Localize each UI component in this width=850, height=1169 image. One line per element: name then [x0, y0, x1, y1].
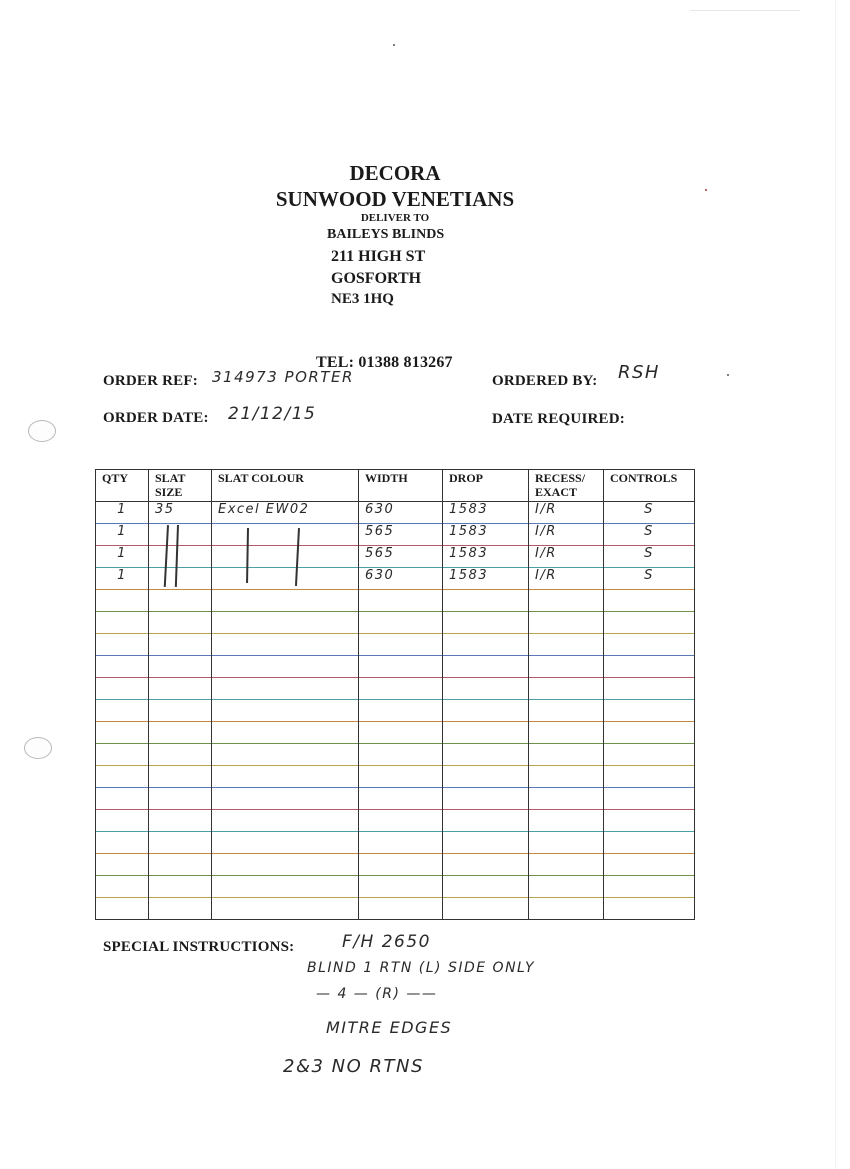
table-cell: [212, 832, 359, 854]
table-cell: [96, 634, 149, 656]
table-cell: [443, 810, 529, 832]
table-cell: 1583: [443, 524, 529, 546]
column-header: SLAT COLOUR: [212, 470, 359, 502]
table-cell: [604, 832, 695, 854]
ordered-by-label: ORDERED BY:: [492, 373, 598, 389]
special-instruction-line: 2&3 NO RTNS: [283, 1056, 424, 1077]
table-cell: [604, 744, 695, 766]
table-cell: [149, 722, 212, 744]
table-cell: [212, 744, 359, 766]
table-cell: [149, 700, 212, 722]
table-cell: 1583: [443, 546, 529, 568]
table-cell: [149, 634, 212, 656]
table-cell: [96, 700, 149, 722]
ordered-by-value: RSH: [618, 362, 660, 383]
table-cell: I/R: [529, 546, 604, 568]
table-cell: 565: [359, 546, 443, 568]
table-cell: [149, 568, 212, 590]
table-row: [96, 502, 695, 524]
column-header: QTY: [96, 470, 149, 502]
table-cell: [529, 876, 604, 898]
table-cell: [529, 700, 604, 722]
table-cell: I/R: [529, 502, 604, 524]
table-cell: [96, 744, 149, 766]
table-cell: [359, 898, 443, 920]
table-cell: [529, 656, 604, 678]
table-cell: [359, 656, 443, 678]
table-row: [96, 524, 695, 546]
table-cell: [96, 898, 149, 920]
table-cell: [149, 876, 212, 898]
address-line: BAILEYS BLINDS: [327, 227, 445, 242]
table-row: [96, 832, 695, 854]
table-cell: [443, 854, 529, 876]
table-cell: [604, 634, 695, 656]
table-cell: [212, 722, 359, 744]
table-row: [96, 722, 695, 744]
table-cell: 565: [359, 524, 443, 546]
order-date-label: ORDER DATE:: [103, 410, 209, 426]
punch-hole: [28, 420, 56, 442]
table-cell: [96, 854, 149, 876]
table-cell: [359, 810, 443, 832]
table-cell: [443, 788, 529, 810]
table-cell: [212, 898, 359, 920]
column-header: WIDTH: [359, 470, 443, 502]
table-cell: [359, 590, 443, 612]
table-cell: [149, 766, 212, 788]
table-cell: [96, 876, 149, 898]
table-cell: S: [604, 524, 695, 546]
table-row: [96, 744, 695, 766]
table-cell: [359, 722, 443, 744]
table-row: [96, 612, 695, 634]
address-line: NE3 1HQ: [331, 291, 394, 307]
table-cell: [529, 898, 604, 920]
order-ref-label: ORDER REF:: [103, 373, 198, 389]
table-row: [96, 810, 695, 832]
address-line: GOSFORTH: [331, 270, 422, 287]
table-cell: [96, 590, 149, 612]
table-cell: [212, 568, 359, 590]
table-cell: [212, 546, 359, 568]
table-cell: [443, 898, 529, 920]
table-cell: [443, 590, 529, 612]
table-cell: Excel EW02: [212, 502, 359, 524]
table-cell: [96, 678, 149, 700]
table-cell: [96, 766, 149, 788]
table-cell: [443, 744, 529, 766]
order-date-value: 21/12/15: [228, 404, 317, 424]
table-cell: [529, 744, 604, 766]
table-cell: [529, 678, 604, 700]
company-name: DECORA: [349, 161, 441, 185]
table-cell: [604, 700, 695, 722]
table-cell: [529, 766, 604, 788]
table-cell: [443, 766, 529, 788]
table-cell: [359, 612, 443, 634]
table-cell: [604, 810, 695, 832]
table-cell: S: [604, 546, 695, 568]
table-cell: [96, 722, 149, 744]
special-instruction-line: MITRE EDGES: [326, 1018, 453, 1037]
table-row: [96, 590, 695, 612]
table-cell: [96, 788, 149, 810]
special-instruction-line: F/H 2650: [342, 932, 431, 952]
table-cell: [529, 810, 604, 832]
telephone: TEL: 01388 813267: [316, 354, 453, 371]
table-row: [96, 678, 695, 700]
date-required-label: DATE REQUIRED:: [492, 411, 625, 427]
table-cell: [443, 656, 529, 678]
table-cell: [604, 854, 695, 876]
table-cell: [96, 656, 149, 678]
table-cell: 630: [359, 502, 443, 524]
table-cell: S: [604, 502, 695, 524]
table-cell: [149, 590, 212, 612]
table-row: [96, 876, 695, 898]
table-cell: [443, 722, 529, 744]
table-cell: 630: [359, 568, 443, 590]
table-cell: [604, 898, 695, 920]
table-cell: [359, 634, 443, 656]
deliver-to-label: DELIVER TO: [360, 212, 430, 224]
table-row: [96, 788, 695, 810]
table-cell: [529, 832, 604, 854]
scan-speck: [393, 44, 395, 46]
table-cell: S: [604, 568, 695, 590]
table-cell: [604, 788, 695, 810]
table-cell: [443, 678, 529, 700]
table-cell: [212, 810, 359, 832]
scan-edge: [690, 10, 800, 11]
table-cell: [149, 678, 212, 700]
table-row: [96, 700, 695, 722]
table-cell: [529, 590, 604, 612]
table-cell: [149, 744, 212, 766]
column-header: DROP: [443, 470, 529, 502]
table-cell: [529, 634, 604, 656]
table-cell: I/R: [529, 524, 604, 546]
table-header-row: [96, 470, 695, 502]
table-cell: 1: [96, 568, 149, 590]
order-ref-value: 314973 PORTER: [212, 368, 354, 386]
table-cell: [604, 766, 695, 788]
table-cell: [212, 634, 359, 656]
special-instruction-line: BLIND 1 RTN (L) SIDE ONLY: [307, 960, 536, 976]
table-cell: [212, 678, 359, 700]
special-instructions-label: SPECIAL INSTRUCTIONS:: [103, 939, 295, 955]
table-cell: [443, 612, 529, 634]
table-cell: 1583: [443, 568, 529, 590]
table-row: [96, 634, 695, 656]
table-cell: [149, 612, 212, 634]
table-cell: [212, 524, 359, 546]
table-cell: [149, 854, 212, 876]
table-cell: [604, 590, 695, 612]
table-cell: 1: [96, 502, 149, 524]
table-cell: [443, 876, 529, 898]
punch-hole: [24, 737, 52, 759]
table-row: [96, 568, 695, 590]
table-row: [96, 766, 695, 788]
table-cell: [359, 700, 443, 722]
table-cell: [359, 876, 443, 898]
table-cell: [604, 722, 695, 744]
table-cell: [149, 546, 212, 568]
column-header: RECESS/ EXACT: [529, 470, 604, 502]
column-header: CONTROLS: [604, 470, 695, 502]
table-cell: [604, 876, 695, 898]
table-cell: 1583: [443, 502, 529, 524]
table-cell: 35: [149, 502, 212, 524]
table-cell: [359, 744, 443, 766]
table-cell: [149, 788, 212, 810]
table-row: [96, 898, 695, 920]
table-cell: [604, 612, 695, 634]
table-cell: [212, 854, 359, 876]
table-cell: [529, 722, 604, 744]
table-cell: [149, 524, 212, 546]
table-cell: [212, 876, 359, 898]
address-line: 211 HIGH ST: [331, 248, 426, 265]
table-cell: [443, 700, 529, 722]
table-cell: [212, 590, 359, 612]
scan-edge: [835, 0, 836, 1169]
table-row: [96, 656, 695, 678]
table-cell: [212, 788, 359, 810]
table-cell: [212, 656, 359, 678]
table-cell: [529, 854, 604, 876]
table-cell: [359, 788, 443, 810]
table-cell: [149, 810, 212, 832]
column-header: SLAT SIZE: [149, 470, 212, 502]
order-table: [95, 469, 695, 920]
scan-speck: [727, 374, 729, 376]
table-cell: 1: [96, 546, 149, 568]
table-cell: [529, 612, 604, 634]
table-row: [96, 854, 695, 876]
table-cell: [149, 898, 212, 920]
table-cell: [212, 612, 359, 634]
table-cell: [359, 766, 443, 788]
table-cell: [443, 634, 529, 656]
table-cell: [529, 788, 604, 810]
table-cell: [443, 832, 529, 854]
table-cell: [149, 656, 212, 678]
table-cell: [212, 766, 359, 788]
product-name: SUNWOOD VENETIANS: [275, 187, 515, 211]
table-cell: [212, 700, 359, 722]
table-cell: [359, 678, 443, 700]
table-cell: 1: [96, 524, 149, 546]
table-cell: [604, 678, 695, 700]
table-cell: I/R: [529, 568, 604, 590]
table-cell: [359, 832, 443, 854]
special-instruction-line: — 4 — (R) ——: [316, 986, 438, 1002]
table-cell: [96, 810, 149, 832]
table-row: [96, 546, 695, 568]
table-cell: [96, 832, 149, 854]
table-cell: [604, 656, 695, 678]
table-cell: [359, 854, 443, 876]
table-cell: [96, 612, 149, 634]
table-cell: [149, 832, 212, 854]
